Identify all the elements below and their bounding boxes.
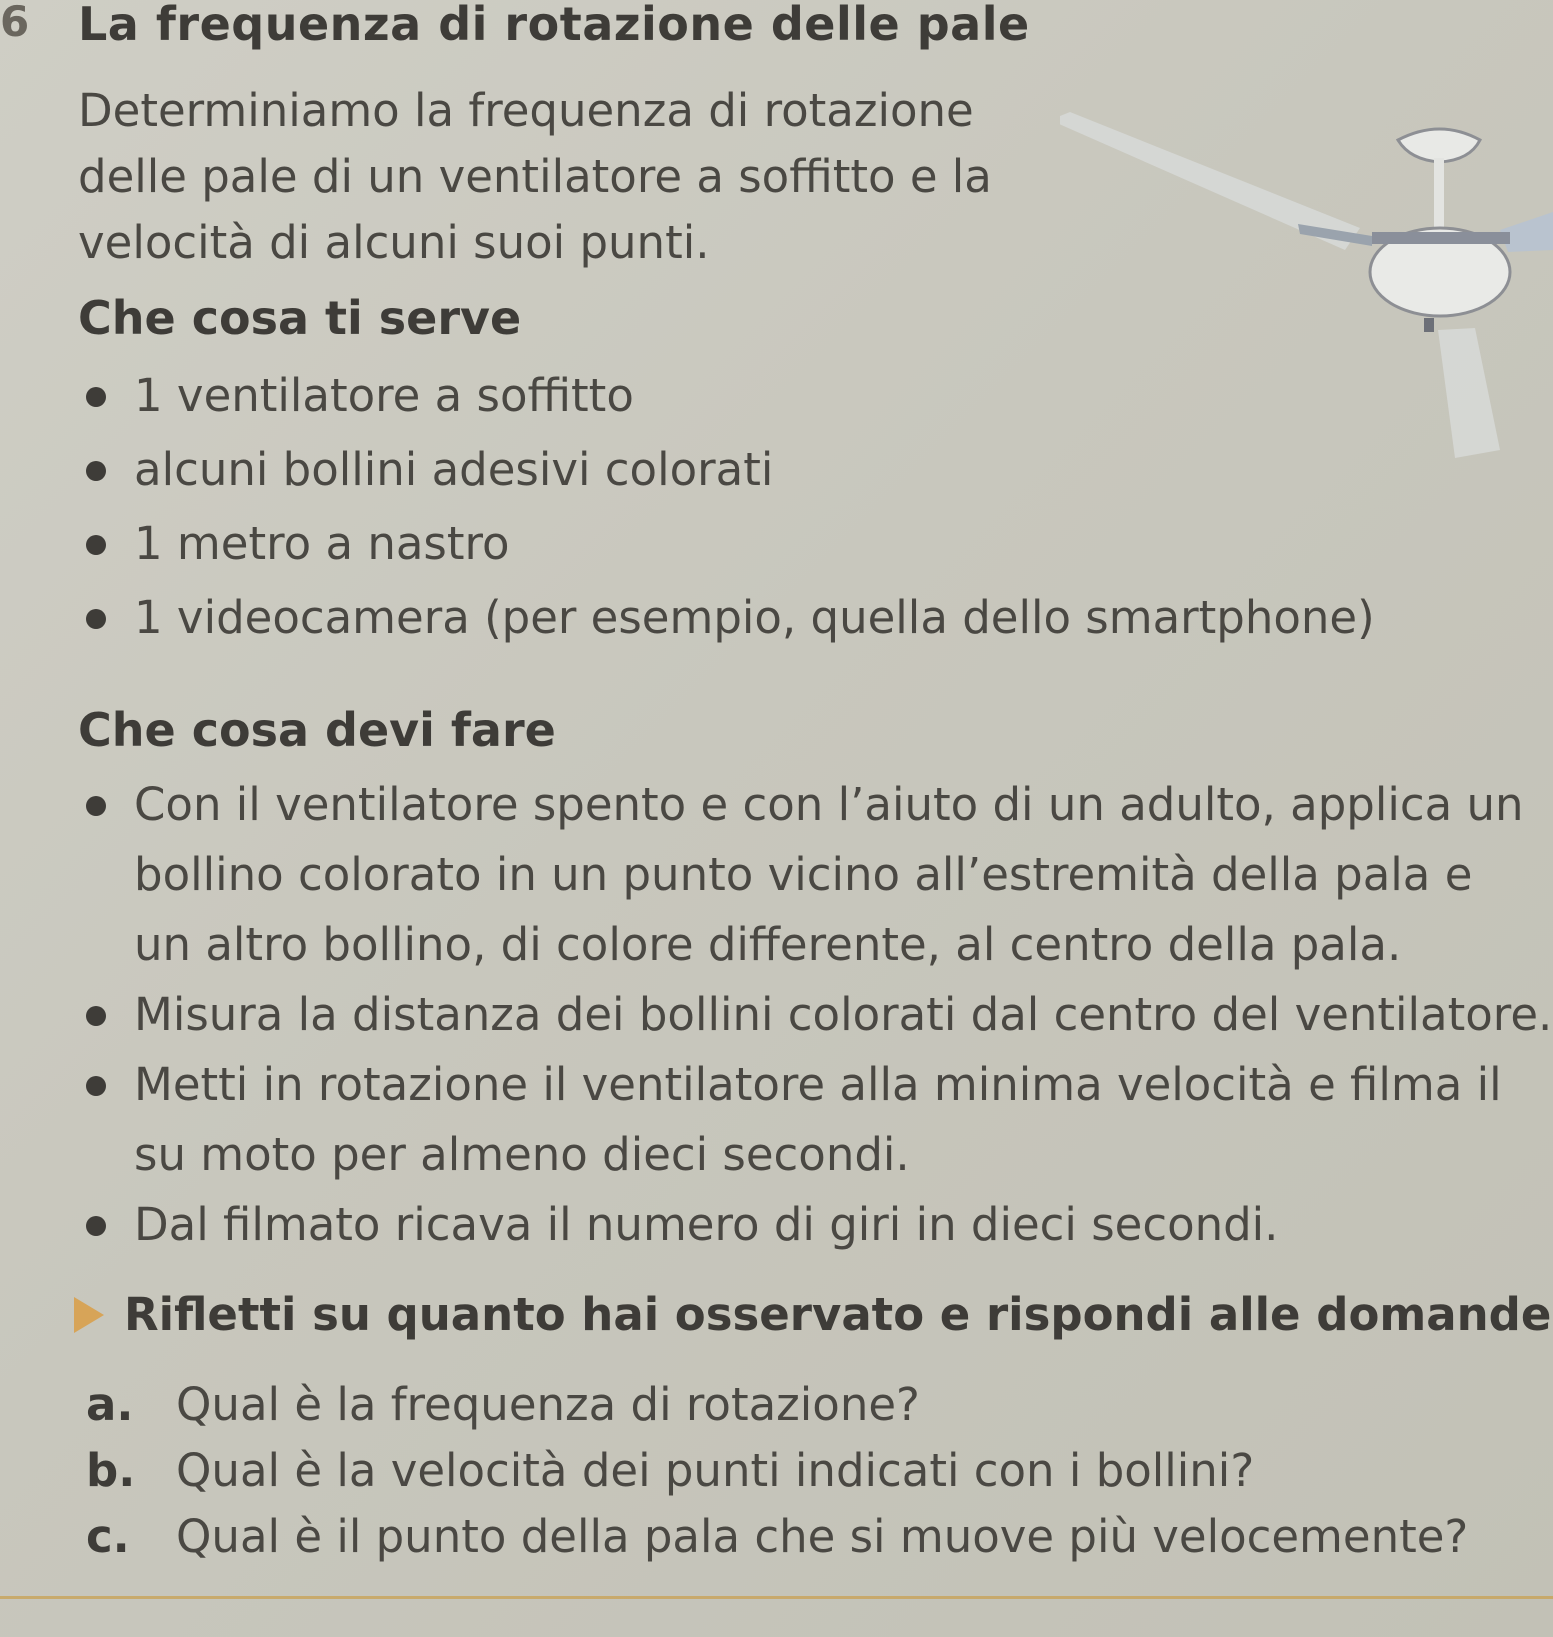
material-text: 1 videocamera (per esempio, quella dello smartphone) — [134, 591, 1375, 644]
list-item — [0, 1050, 1534, 1190]
list-item — [0, 980, 1553, 1050]
fan-pull-chain — [1424, 318, 1434, 332]
list-item — [0, 770, 1534, 980]
list-item — [0, 508, 1375, 582]
question-letter: b. — [86, 1444, 136, 1497]
bullet-icon — [86, 535, 106, 555]
bullet-icon — [86, 387, 106, 407]
list-item — [0, 434, 1375, 508]
fan-motor-band — [1372, 232, 1510, 244]
bullet-icon — [86, 1216, 106, 1236]
fan-canopy — [1398, 129, 1480, 162]
exercise-title: La frequenza di rotazione delle pale — [78, 0, 1030, 51]
bullet-icon — [86, 461, 106, 481]
list-item — [0, 360, 1375, 434]
list-item — [0, 1190, 1534, 1260]
step-text: Con il ventilatore spento e con l’aiuto di un adulto, applica un bollino colorato in un punto vicino all’estremità della pala e un altro bollino, di colore differente, al centro della pala. — [134, 778, 1524, 971]
materials-list — [0, 360, 1375, 656]
bullet-icon — [86, 796, 106, 816]
exercise-number: 6 — [0, 0, 30, 46]
fan-blade-bottom — [1438, 328, 1500, 458]
materials-heading: Che cosa ti serve — [78, 291, 522, 345]
question-text: Qual è la velocità dei punti indicati con i bollini? — [176, 1444, 1255, 1497]
reflection-text: Rifletti su quanto hai osservato e rispondi alle domande — [124, 1288, 1552, 1341]
bullet-icon — [86, 1006, 106, 1026]
material-text: 1 metro a nastro — [134, 517, 510, 570]
questions-list — [86, 1372, 1468, 1570]
question-letter: c. — [86, 1510, 130, 1563]
material-text: alcuni bollini adesivi colorati — [134, 443, 774, 496]
list-item — [0, 582, 1375, 656]
question-item — [86, 1372, 1468, 1438]
bullet-icon — [86, 609, 106, 629]
bullet-icon — [86, 1076, 106, 1096]
reflection-prompt — [74, 1288, 1551, 1341]
question-text: Qual è il punto della pala che si muove più velocemente? — [176, 1510, 1469, 1563]
procedure-list — [0, 770, 1553, 1260]
intro-paragraph: Determiniamo la frequenza di rotazione delle pale di un ventilatore a soffitto e la velocità di alcuni suoi punti. — [78, 84, 992, 269]
step-text: Misura la distanza dei bollini colorati dal centro del ventilatore. — [134, 988, 1553, 1041]
arrow-icon — [74, 1297, 104, 1333]
question-item — [86, 1504, 1468, 1570]
question-text: Qual è la frequenza di rotazione? — [176, 1378, 920, 1431]
bottom-divider — [0, 1596, 1553, 1599]
question-letter: a. — [86, 1378, 134, 1431]
fan-downrod — [1434, 158, 1444, 238]
material-text: 1 ventilatore a soffitto — [134, 369, 634, 422]
step-text: Metti in rotazione il ventilatore alla minima velocità e filma il su moto per almeno dieci secondi. — [134, 1058, 1502, 1181]
step-text: Dal filmato ricava il numero di giri in dieci secondi. — [134, 1198, 1279, 1251]
procedure-heading: Che cosa devi fare — [78, 703, 556, 757]
question-item — [86, 1438, 1468, 1504]
